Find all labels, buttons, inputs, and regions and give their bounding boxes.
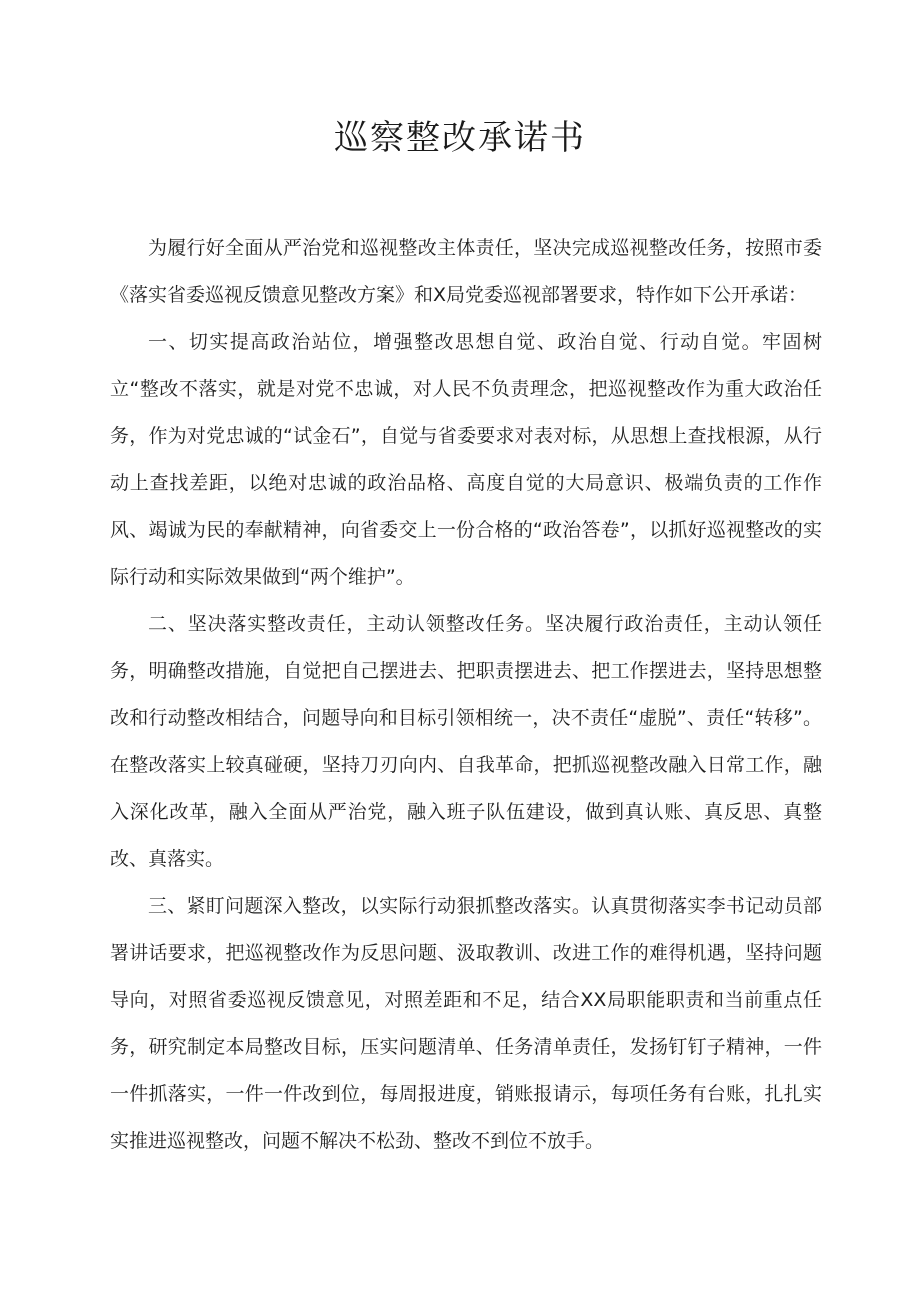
paragraph-commitment-1: 一、切实提高政治站位，增强整改思想自觉、政治自觉、行动自觉。牢固树立“整改不落实，就是对党不忠诚，对人民不负责理念，把巡视整改作为重大政治任务，作为对党忠诚的“试金石”，自觉与省委要求对表对标，从思想上查找根源，从行动上查找差距，以绝对忠诚的政治品格、高度自觉的大局意识、极端负责的工作作风、竭诚为民的奉献精神，向省委交上一份合格的“政治答卷”，以抓好巡视整改的实际行动和实际效果做到“两个维护”。 [110, 331, 822, 588]
document-body [110, 225, 822, 1165]
document-title: 巡察整改承诺书 [334, 118, 586, 158]
paragraph-intro: 为履行好全面从严治党和巡视整改主体责任，坚决完成巡视整改任务，按照市委《落实省委巡视反馈意见整改方案》和X局党委巡视部署要求，特作如下公开承诺： [110, 237, 822, 306]
paragraph-commitment-3: 三、紧盯问题深入整改，以实际行动狠抓整改落实。认真贯彻落实李书记动员部署讲话要求，把巡视整改作为反思问题、汲取教训、改进工作的难得机遇，坚持问题导向，对照省委巡视反馈意见，对照差距和不足，结合XX局职能职责和当前重点任务，研究制定本局整改目标，压实问题清单、任务清单责任，发扬钉钉子精神，一件一件抓落实，一件一件改到位，每周报进度，销账报请示，每项任务有台账，扎扎实实推进巡视整改，问题不解决不松劲、整改不到位不放手。 [110, 895, 822, 1152]
paragraph-commitment-2: 二、坚决落实整改责任，主动认领整改任务。坚决履行政治责任，主动认领任务，明确整改措施，自觉把自己摆进去、把职责摆进去、把工作摆进去，坚持思想整改和行动整改相结合，问题导向和目标引领相统一，决不责任“虚脱”、责任“转移”。在整改落实上较真碰硬，坚持刀刃向内、自我革命，把抓巡视整改融入日常工作，融入深化改革，融入全面从严治党，融入班子队伍建设，做到真认账、真反思、真整改、真落实。 [110, 613, 822, 870]
